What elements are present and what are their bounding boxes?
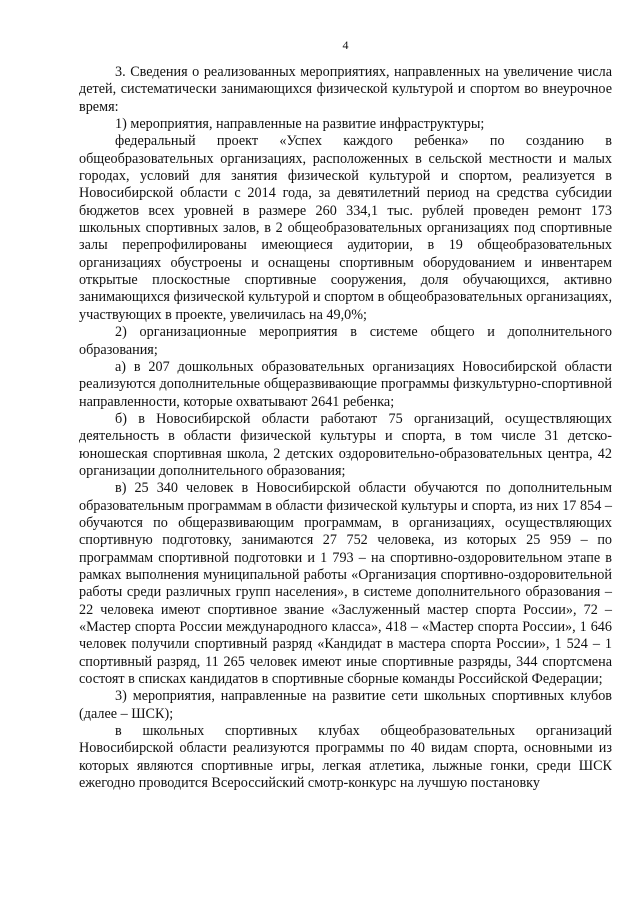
document-page <box>79 0 612 905</box>
paragraph-item-2-organizational: 2) организационные мероприятия в системе общего и дополнительного образования; <box>79 324 612 358</box>
paragraph-federal-project: федеральный проект «Успех каждого ребенка» по созданию в общеобразовательных организациях, расположенных в сельской местности и малых городах, условий для занятия физической культурой и спортом, реализуется в Новосибирской области с 2014 года, за девятилетний период на средства субсидии бюджетов всех уровней в размере 260 334,1 тыс. рублей проведен ремонт 173 школьных спортивных залов, в 2 общеобразовательных организациях под спортивные залы перепрофилированы имеющиеся аудитории, в 19 общеобразовательных организациях обустроены и оснащены спортивным оборудованием и инвентарем открытые плоскостные спортивные сооружения, доля обучающихся, активно занимающихся физической культурой и спортом в общеобразовательных организациях, участвующих в проекте, увеличилась на 49,0%; <box>79 133 612 323</box>
paragraph-item-b-organizations: б) в Новосибирской области работают 75 организаций, осуществляющих деятельность в области физической культуры и спорта, в том числе 31 детско-юношеская спортивная школа, 2 детских оздоровительно-образовательных центра, 42 организации дополнительного образования; <box>79 410 612 479</box>
paragraph-school-clubs-programs: в школьных спортивных клубах общеобразовательных организаций Новосибирской области реализуются программы по 40 видам спорта, основными из которых являются спортивные игры, легкая атлетика, лыжные гонки, среди ШСК ежегодно проводится Всероссийский смотр-конкурс на лучшую постановку <box>79 723 612 792</box>
paragraph-item-1-infrastructure: 1) мероприятия, направленные на развитие инфраструктуры; <box>115 116 485 133</box>
paragraph-item-3-school-clubs: 3) мероприятия, направленные на развитие сети школьных спортивных клубов (далее – ШСК); <box>79 688 612 722</box>
paragraph-item-a-preschool: а) в 207 дошкольных образовательных организациях Новосибирской области реализуются дополнительные общеразвивающие программы физкультурно-спортивной направленности, которые охватывают 2641 ребенка; <box>79 358 612 410</box>
page-number: 4 <box>342 38 349 52</box>
paragraph-section-3-heading: 3. Сведения о реализованных мероприятиях, направленных на увеличение числа детей, систематически занимающихся физической культурой и спортом во внеурочное время: <box>79 64 612 115</box>
paragraph-item-v-students: в) 25 340 человек в Новосибирской области обучаются по дополнительным образовательным программам в области физической культуры и спорта, из них 17 854 – обучаются по общеразвивающим программам, в организациях, осуществляющих спортивную подготовку, занимаются 27 752 человека, из которых 25 959 – по программам спортивной подготовки и 1 793 – на спортивно-оздоровительном этапе в рамках выполнения муниципальной работы «Организация спортивно-оздоровительной работы среди различных групп населения», в системе дополнительного образования – 22 человека имеют спортивное звание «Заслуженный мастер спорта России», 72 – «Мастер спорта России международного класса», 418 – «Мастер спорта России», 1 646 человек получили спортивный разряд «Кандидат в мастера спорта России», 1 524 – 1 спортивный разряд, 11 265 человек имеют иные спортивные разряды, 344 спортсмена состоят в списках кандидатов в спортивные сборные команды Российской Федерации; <box>79 480 612 688</box>
document-body <box>79 64 612 792</box>
